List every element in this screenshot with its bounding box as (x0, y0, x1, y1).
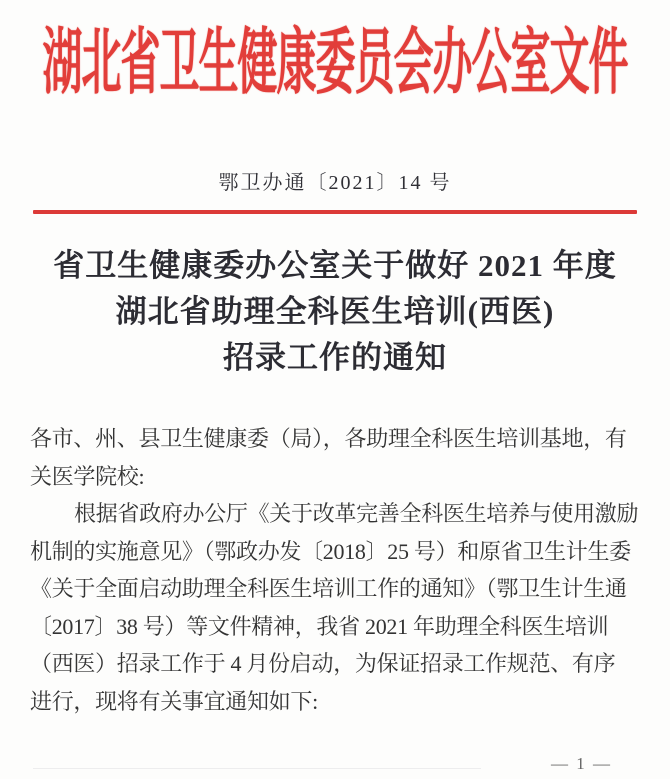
document-number: 鄂卫办通〔2021〕14 号 (218, 172, 452, 194)
bottom-scan-line (33, 768, 481, 769)
body-line: （西医）招录工作于 4 月份启动，为保证招录工作规范、有序 (30, 651, 616, 676)
body-line: 关医学院校: (30, 463, 145, 489)
body-line: 各市、州、县卫生健康委（局），各助理全科医生培训基地，有 (30, 426, 627, 451)
red-separator-line (33, 210, 637, 214)
body-line: 〔2017〕38 号）等文件精神，我省 2021 年助理全科医生培训 (30, 613, 609, 639)
body-line: 《关于全面启动助理全科医生培训工作的通知》（鄂卫生计生通 (30, 576, 627, 601)
title-line: 招录工作的通知 (223, 340, 447, 375)
letterhead (0, 22, 670, 104)
document-title (0, 243, 670, 381)
title-line: 省卫生健康委办公室关于做好 2021 年度 (53, 248, 617, 283)
body-line: 进行，现将有关事宜通知如下: (30, 688, 318, 714)
document-body (30, 420, 640, 720)
body-line: 机制的实施意见》（鄂政办发〔2018〕25 号）和原省卫生计生委 (30, 538, 631, 564)
title-line: 湖北省助理全科医生培训(西医) (115, 294, 555, 329)
page-number: — 1 — (551, 754, 612, 773)
letterhead-title: 湖北省卫生健康委员会办公室文件 (42, 22, 628, 104)
body-line: 根据省政府办公厅《关于改革完善全科医生培养与使用激励 (74, 501, 639, 526)
